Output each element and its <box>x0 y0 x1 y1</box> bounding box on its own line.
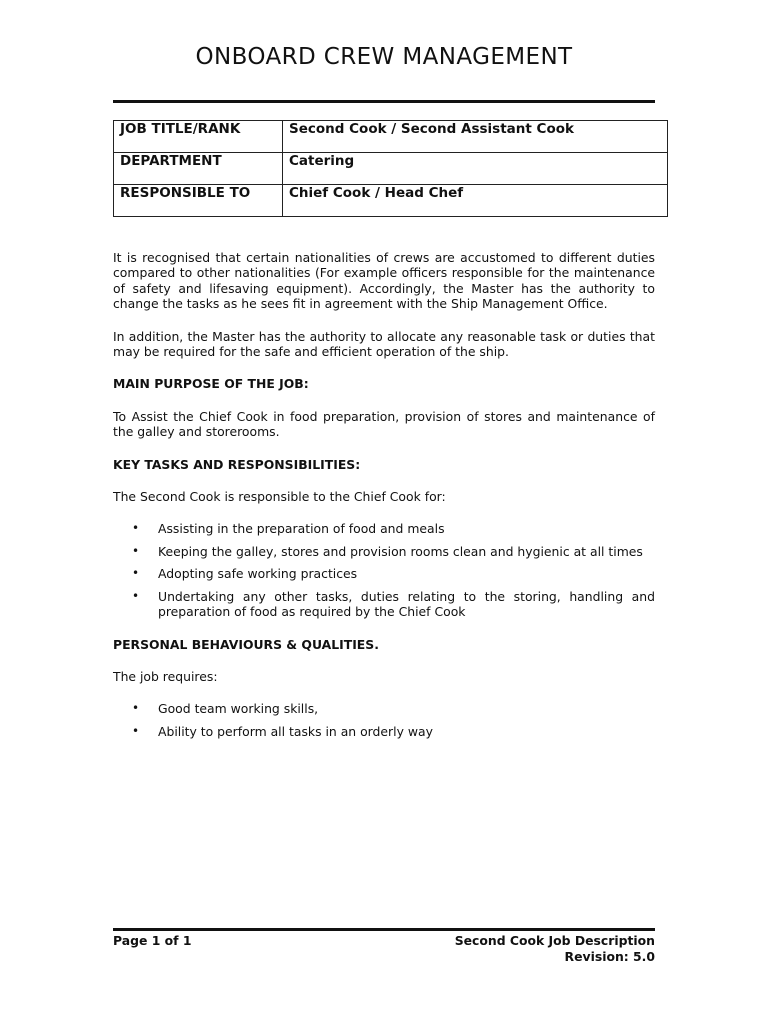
bullet-icon: • <box>132 588 140 603</box>
responsible-to-label: RESPONSIBLE TO <box>114 185 283 217</box>
intro-paragraph: It is recognised that certain nationalities of crews are accustomed to different duties compared to other nationalities (For example officers responsible for the maintenance of safety and lifesaving equipment). Accordingly, the Master has the authority to change the tasks as he sees fit in agreement with the Ship Management Office. <box>113 250 655 312</box>
list-item-text: Keeping the galley, stores and provision rooms clean and hygienic at all times <box>158 543 643 559</box>
bottom-divider <box>113 928 655 931</box>
bullet-icon: • <box>132 543 140 558</box>
job-info-table <box>113 120 668 217</box>
footer-right <box>455 933 655 964</box>
list-item <box>113 589 655 620</box>
main-purpose-text: To Assist the Chief Cook in food preparation, provision of stores and maintenance of the galley and storerooms. <box>113 408 655 440</box>
revision-label: Revision: 5.0 <box>564 948 655 964</box>
key-tasks-intro: The Second Cook is responsible to the Chief Cook for: <box>113 489 446 505</box>
page-number: Page 1 of 1 <box>113 933 192 948</box>
responsible-to-value: Chief Cook / Head Chef <box>283 185 668 217</box>
top-divider <box>113 100 655 103</box>
list-item-text: Undertaking any other tasks, duties relating to the storing, handling and preparation of food as required by the Chief Cook <box>158 588 655 620</box>
list-item <box>113 521 655 536</box>
bullet-icon: • <box>132 566 140 581</box>
table-row <box>114 153 668 185</box>
list-item-text: Good team working skills, <box>158 701 319 717</box>
behaviours-list <box>113 701 655 739</box>
list-item-text: Ability to perform all tasks in an orderly way <box>158 723 433 739</box>
list-item-text: Adopting safe working practices <box>158 566 358 582</box>
authority-paragraph: In addition, the Master has the authority to allocate any reasonable task or duties that may be required for the safe and efficient operation of the ship. <box>113 328 655 360</box>
bullet-icon: • <box>132 701 140 716</box>
key-tasks-heading: KEY TASKS AND RESPONSIBILITIES: <box>113 456 361 472</box>
job-title-value: Second Cook / Second Assistant Cook <box>283 121 668 153</box>
document-body <box>113 250 655 756</box>
department-label: DEPARTMENT <box>114 153 283 185</box>
list-item <box>113 566 655 581</box>
main-purpose-heading: MAIN PURPOSE OF THE JOB: <box>113 376 309 392</box>
document-name: Second Cook Job Description <box>454 933 655 948</box>
list-item <box>113 544 655 559</box>
list-item <box>113 701 655 716</box>
list-item <box>113 724 655 739</box>
key-tasks-list <box>113 521 655 619</box>
bullet-icon: • <box>132 723 140 738</box>
department-value: Catering <box>283 153 668 185</box>
list-item-text: Assisting in the preparation of food and meals <box>158 521 445 537</box>
behaviours-intro: The job requires: <box>113 668 218 684</box>
job-title-label: JOB TITLE/RANK <box>114 121 283 153</box>
table-row <box>114 121 668 153</box>
behaviours-heading: PERSONAL BEHAVIOURS & QUALITIES. <box>113 636 379 652</box>
document-title: ONBOARD CREW MANAGEMENT <box>195 44 573 70</box>
table-row <box>114 185 668 217</box>
bullet-icon: • <box>132 521 140 536</box>
